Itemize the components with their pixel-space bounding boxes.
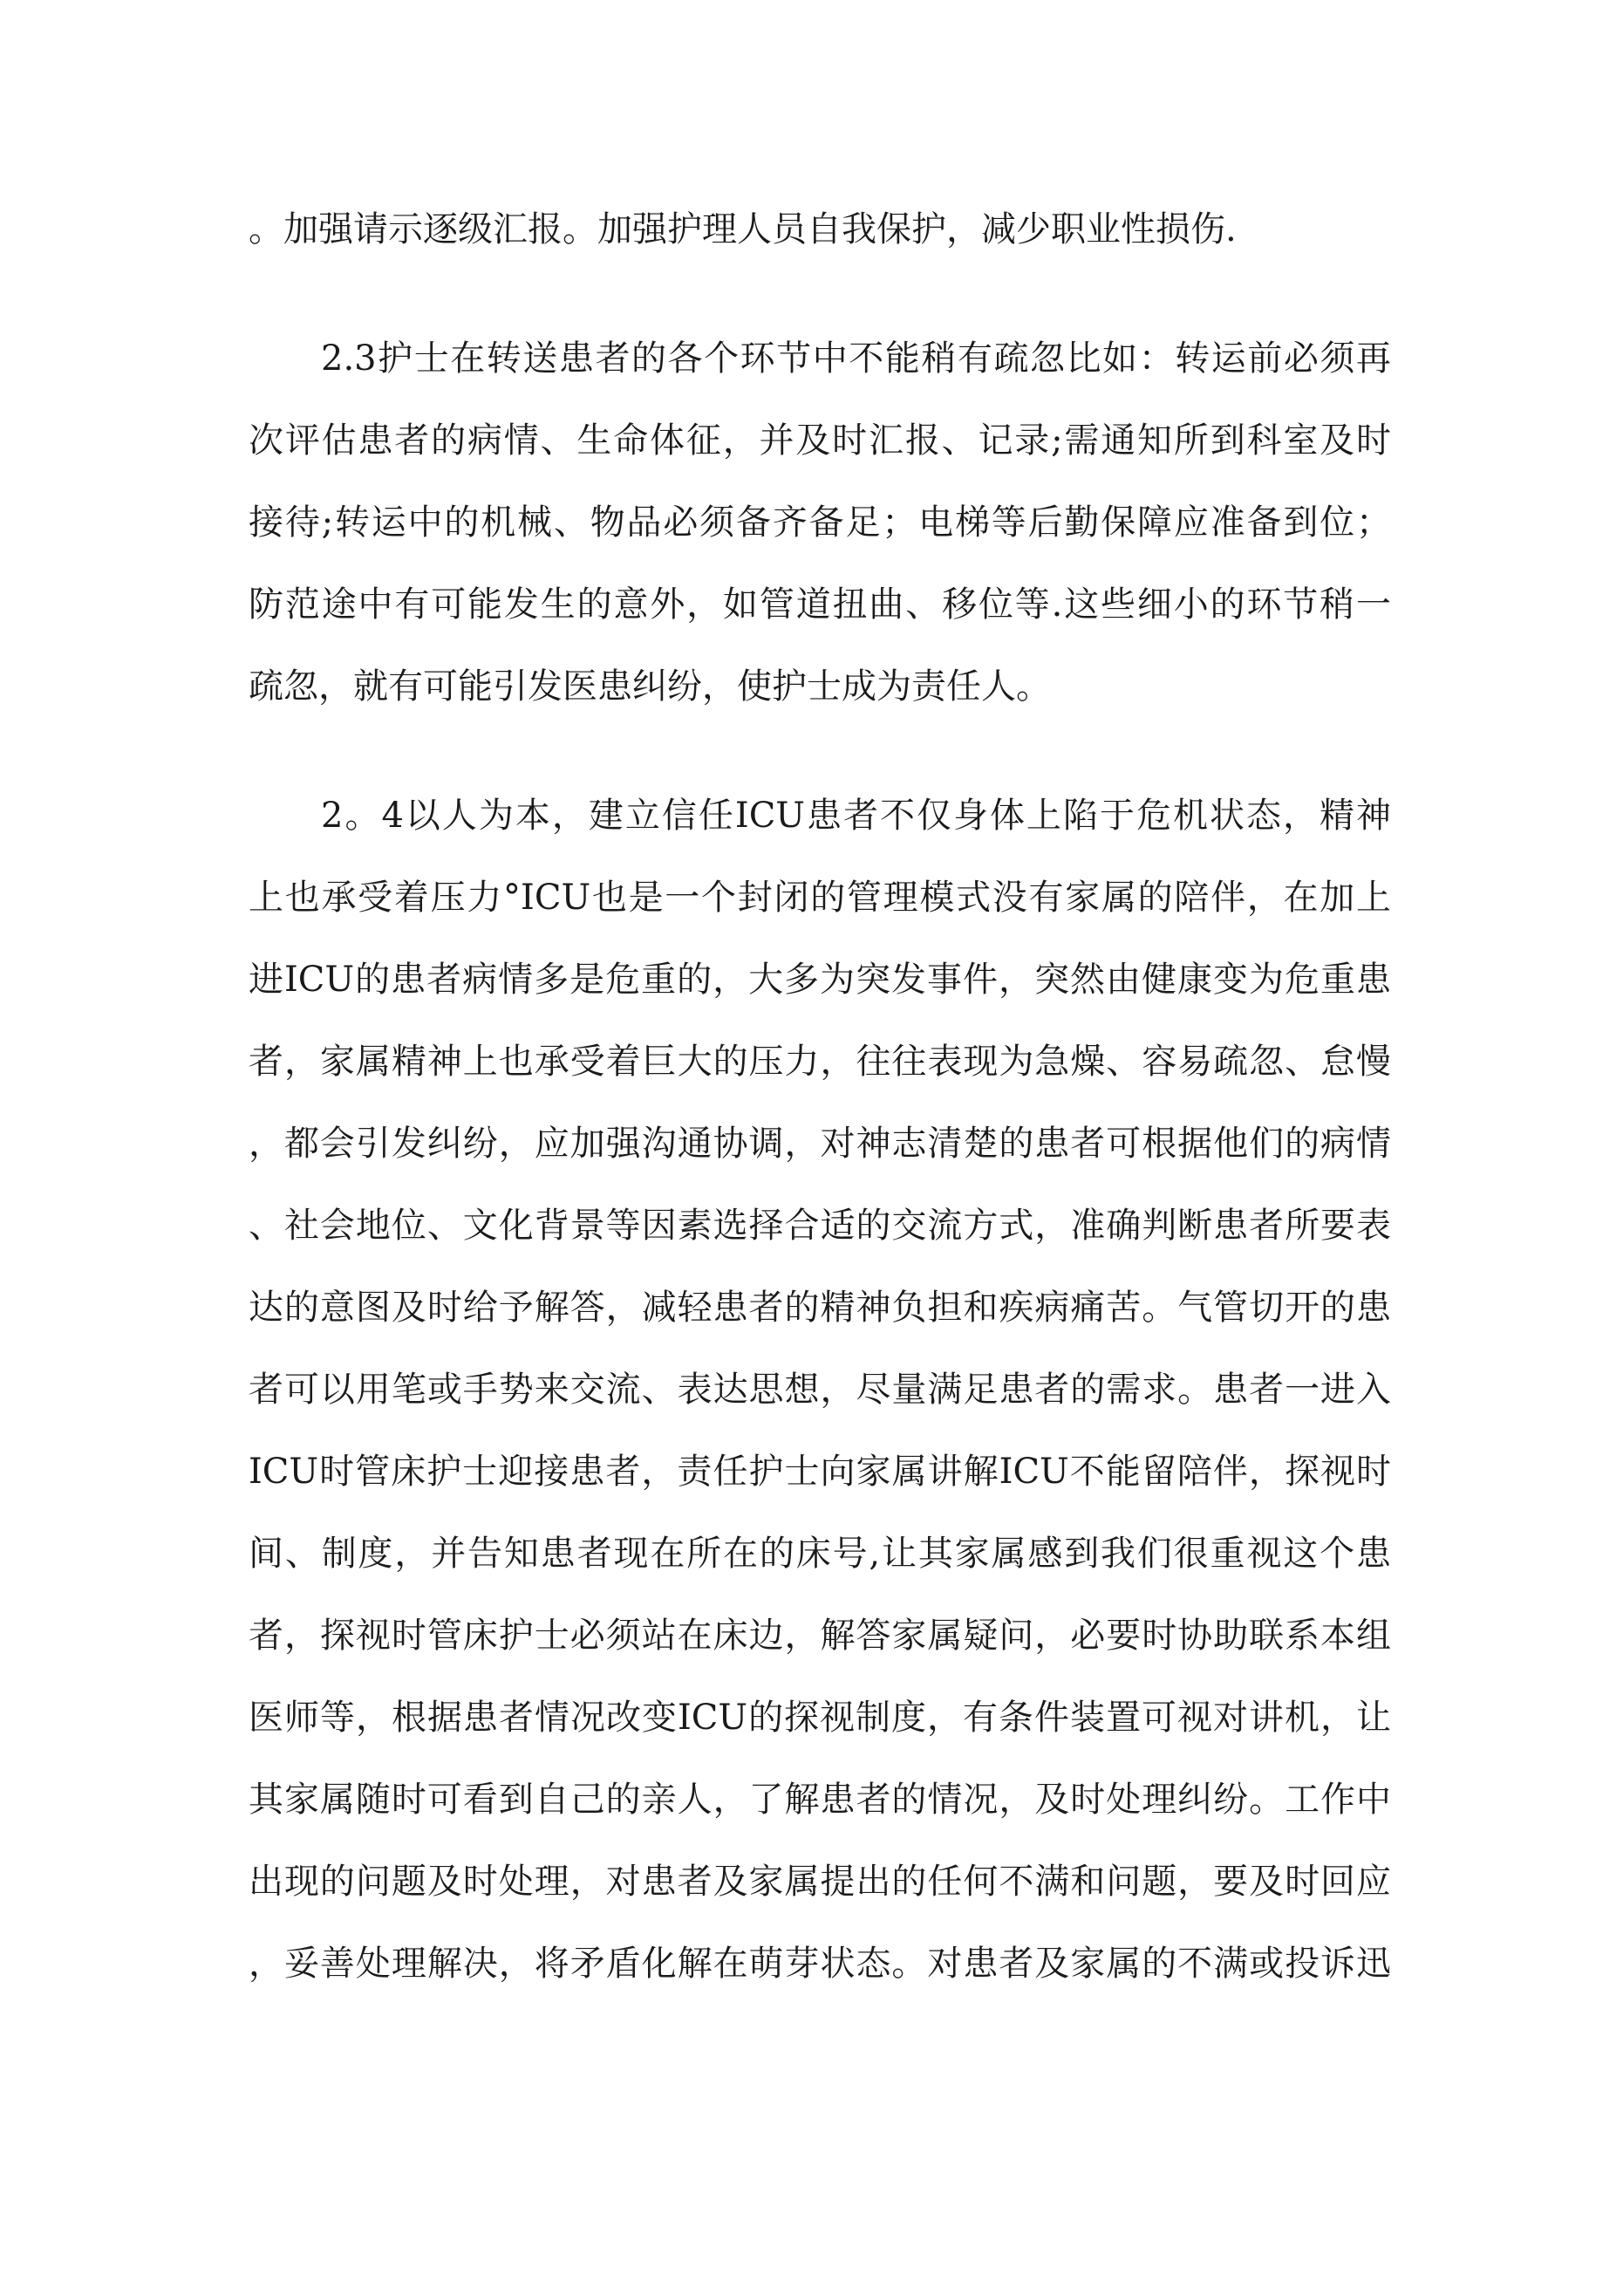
text-line: 医师等，根据患者情况改变ICU的探视制度，有条件装置可视对讲机，让	[249, 1698, 1391, 1738]
text-line: 上也承受着压力°ICU也是一个封闭的管理模式没有家属的陪伴，在加上	[249, 878, 1391, 918]
text-line: 者，家属精神上也承受着巨大的压力，往往表现为急燥、容易疏忽、怠慢	[249, 1042, 1391, 1082]
text-line: 、社会地位、文化背景等因素选择合适的交流方式，准确判断患者所要表	[249, 1206, 1391, 1246]
text-line: 2.3护士在转送患者的各个环节中不能稍有疏忽比如：转运前必须再	[321, 338, 1391, 379]
text-line: 防范途中有可能发生的意外，如管道扭曲、移位等.这些细小的环节稍一	[249, 584, 1391, 625]
text-line: 其家属随时可看到自己的亲人，了解患者的情况，及时处理纠纷。工作中	[249, 1780, 1391, 1820]
text-line: 疏忽，就有可能引发医患纠纷，使护士成为责任人。	[249, 666, 1051, 707]
text-line: ，都会引发纠纷，应加强沟通协调，对神志清楚的患者可根据他们的病情	[249, 1124, 1391, 1164]
text-line: 者可以用笔或手势来交流、表达思想，尽量满足患者的需求。患者一进入	[249, 1370, 1391, 1410]
text-line: 。加强请示逐级汇报。加强护理人员自我保护，减少职业性损伤.	[249, 209, 1237, 249]
text-line: 出现的问题及时处理，对患者及家属提出的任何不满和问题，要及时回应	[249, 1862, 1391, 1902]
text-line: 达的意图及时给予解答，减轻患者的精神负担和疾病痛苦。气管切开的患	[249, 1288, 1391, 1328]
text-line: 间、制度，并告知患者现在所在的床号,让其家属感到我们很重视这个患	[249, 1534, 1391, 1574]
text-line: ICU时管床护士迎接患者，责任护士向家属讲解ICU不能留陪伴，探视时	[249, 1452, 1391, 1492]
text-line: 次评估患者的病情、生命体征，并及时汇报、记录;需通知所到科室及时	[249, 420, 1391, 461]
text-line: 进ICU的患者病情多是危重的，大多为突发事件，突然由健康变为危重患	[249, 960, 1391, 1000]
text-line: 2。4以人为本，建立信任ICU患者不仅身体上陷于危机状态，精神	[321, 796, 1391, 836]
text-line: 者，探视时管床护士必须站在床边，解答家属疑问，必要时协助联系本组	[249, 1616, 1391, 1656]
text-line: 接待;转运中的机械、物品必须备齐备足；电梯等后勤保障应准备到位；	[249, 502, 1391, 543]
text-line: ，妥善处理解决，将矛盾化解在萌芽状态。对患者及家属的不满或投诉迅	[249, 1944, 1391, 1984]
